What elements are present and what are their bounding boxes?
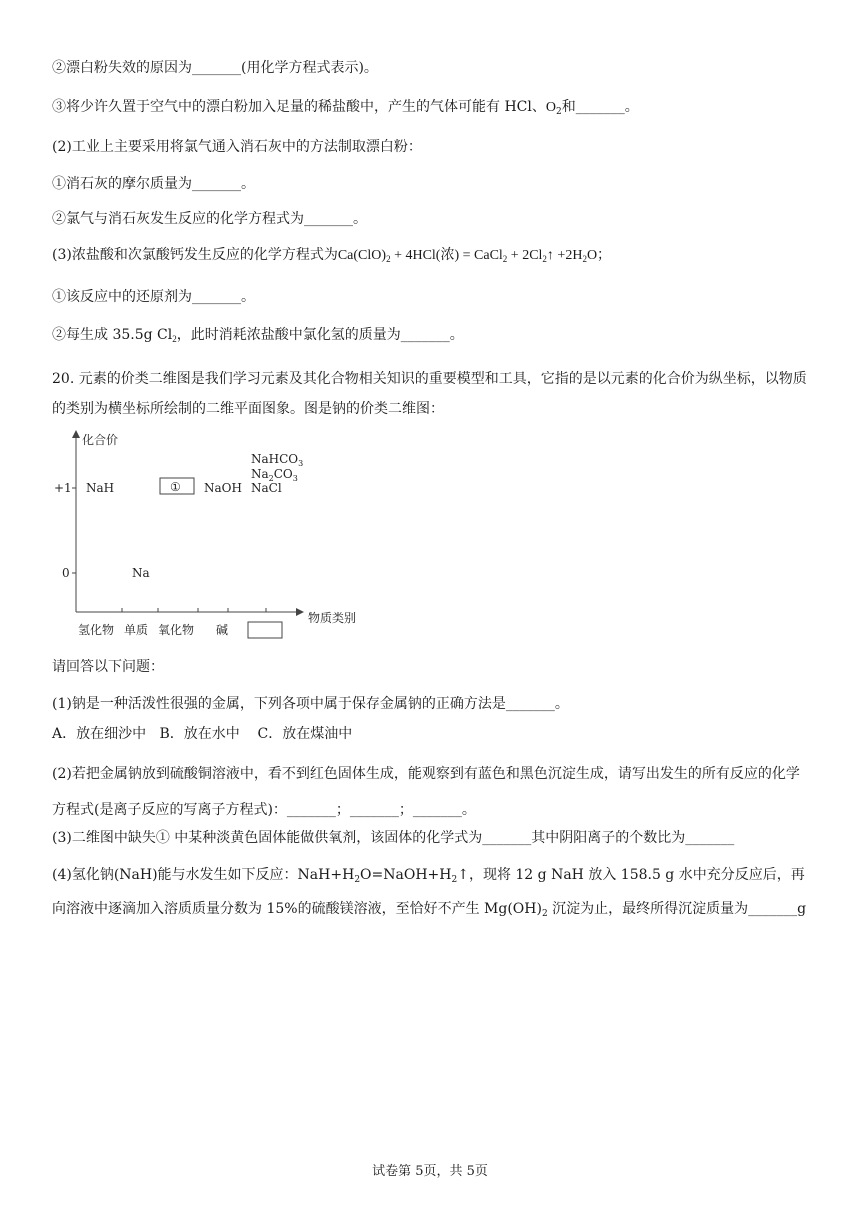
item-na2co3: $Na_2CO_3$	[251, 467, 298, 483]
question-line-4: ①消石灰的摩尔质量为_______。	[52, 176, 255, 192]
item-nacl: NaCl	[251, 481, 282, 495]
sub-question-4: (4)氢化钠(NaH)能与水发生如下反应：$NaH+H_2O=NaOH+H_2↑$，现将 12 g NaH 放入 158.5 g 水中充分反应后，再向溶液中逐滴加入溶质质量分数为 15%的硫酸镁溶液，至恰好不产生 $Mg(OH)_2$ 沉淀为止，最终所得沉淀质量为_______g	[52, 867, 807, 919]
x-tick-oxide: 氧化物	[158, 623, 195, 637]
x-tick-element: 单质	[124, 623, 149, 637]
item-nahco3: NaHCO$_3$	[251, 452, 304, 468]
question-line-2: ③将少许久置于空气中的漂白粉加入足量的稀盐酸中，产生的气体可能有 HCl、$O_2$和_______。	[52, 99, 639, 117]
y-tick-plus1: +1	[54, 481, 72, 495]
missing-item-1-marker: ①	[170, 480, 181, 494]
sub-question-1-options: A．放在细沙中 B．放在水中 C．放在煤油中	[52, 726, 353, 742]
page-footer: 试卷第 5页，共 5页	[372, 1164, 488, 1179]
item-nah: NaH	[86, 481, 115, 495]
item-na: Na	[132, 566, 150, 580]
question-line-5: ②氯气与消石灰发生反应的化学方程式为_______。	[52, 211, 367, 227]
sub-question-1: (1)钠是一种活泼性很强的金属，下列各项中属于保存金属钠的正确方法是_______。	[52, 696, 569, 712]
reaction-equation-line: (3)浓盐酸和次氯酸钙发生反应的化学方程式为$Ca(ClO)_2 + 4HCl$(浓) = CaCl$_2$ + $2Cl_2↑ +2H_2O$；	[52, 247, 612, 264]
question-line-7: ①该反应中的还原剂为_______。	[52, 289, 255, 305]
x-axis-label: 物质类别	[308, 611, 357, 625]
y-tick-zero: 0	[62, 566, 70, 580]
sub-question-3: (3)二维图中缺失① 中某种淡黄色固体能做供氧剂，该固体的化学式为_______其中阴阳离子的个数比为_______	[52, 830, 735, 846]
question-line-3: (2)工业上主要采用将氯气通入消石灰中的方法制取漂白粉：	[52, 139, 422, 155]
question-20-stem: 20. 元素的价类二维图是我们学习元素及其化合物相关知识的重要模型和工具，它指的是以元素的化合价为纵坐标，以物质的类别为横坐标所绘制的二维平面图象。图是钠的价类二维图：	[52, 371, 807, 417]
question-line-1: ②漂白粉失效的原因为_______(用化学方程式表示)。	[52, 60, 378, 76]
question-line-8: ②每生成 35.5g $Cl_2$，此时消耗浓盐酸中氯化氢的质量为_______。	[52, 327, 464, 344]
x-tick-base: 碱	[216, 623, 229, 637]
sub-question-2: (2)若把金属钠放到硫酸铜溶液中，看不到红色固体生成，能观察到有蓝色和黑色沉淀生成，请写出发生的所有反应的化学方程式(是离子反应的写离子方程式)：_______；_______；_______。	[52, 766, 800, 818]
item-naoh: NaOH	[204, 481, 242, 495]
sodium-valence-class-diagram	[50, 424, 390, 646]
blank-category-box	[248, 622, 282, 638]
answer-prompt: 请回答以下问题：	[52, 659, 164, 675]
x-tick-hydride: 氢化物	[78, 623, 115, 637]
y-axis-label: 化合价	[82, 433, 119, 447]
